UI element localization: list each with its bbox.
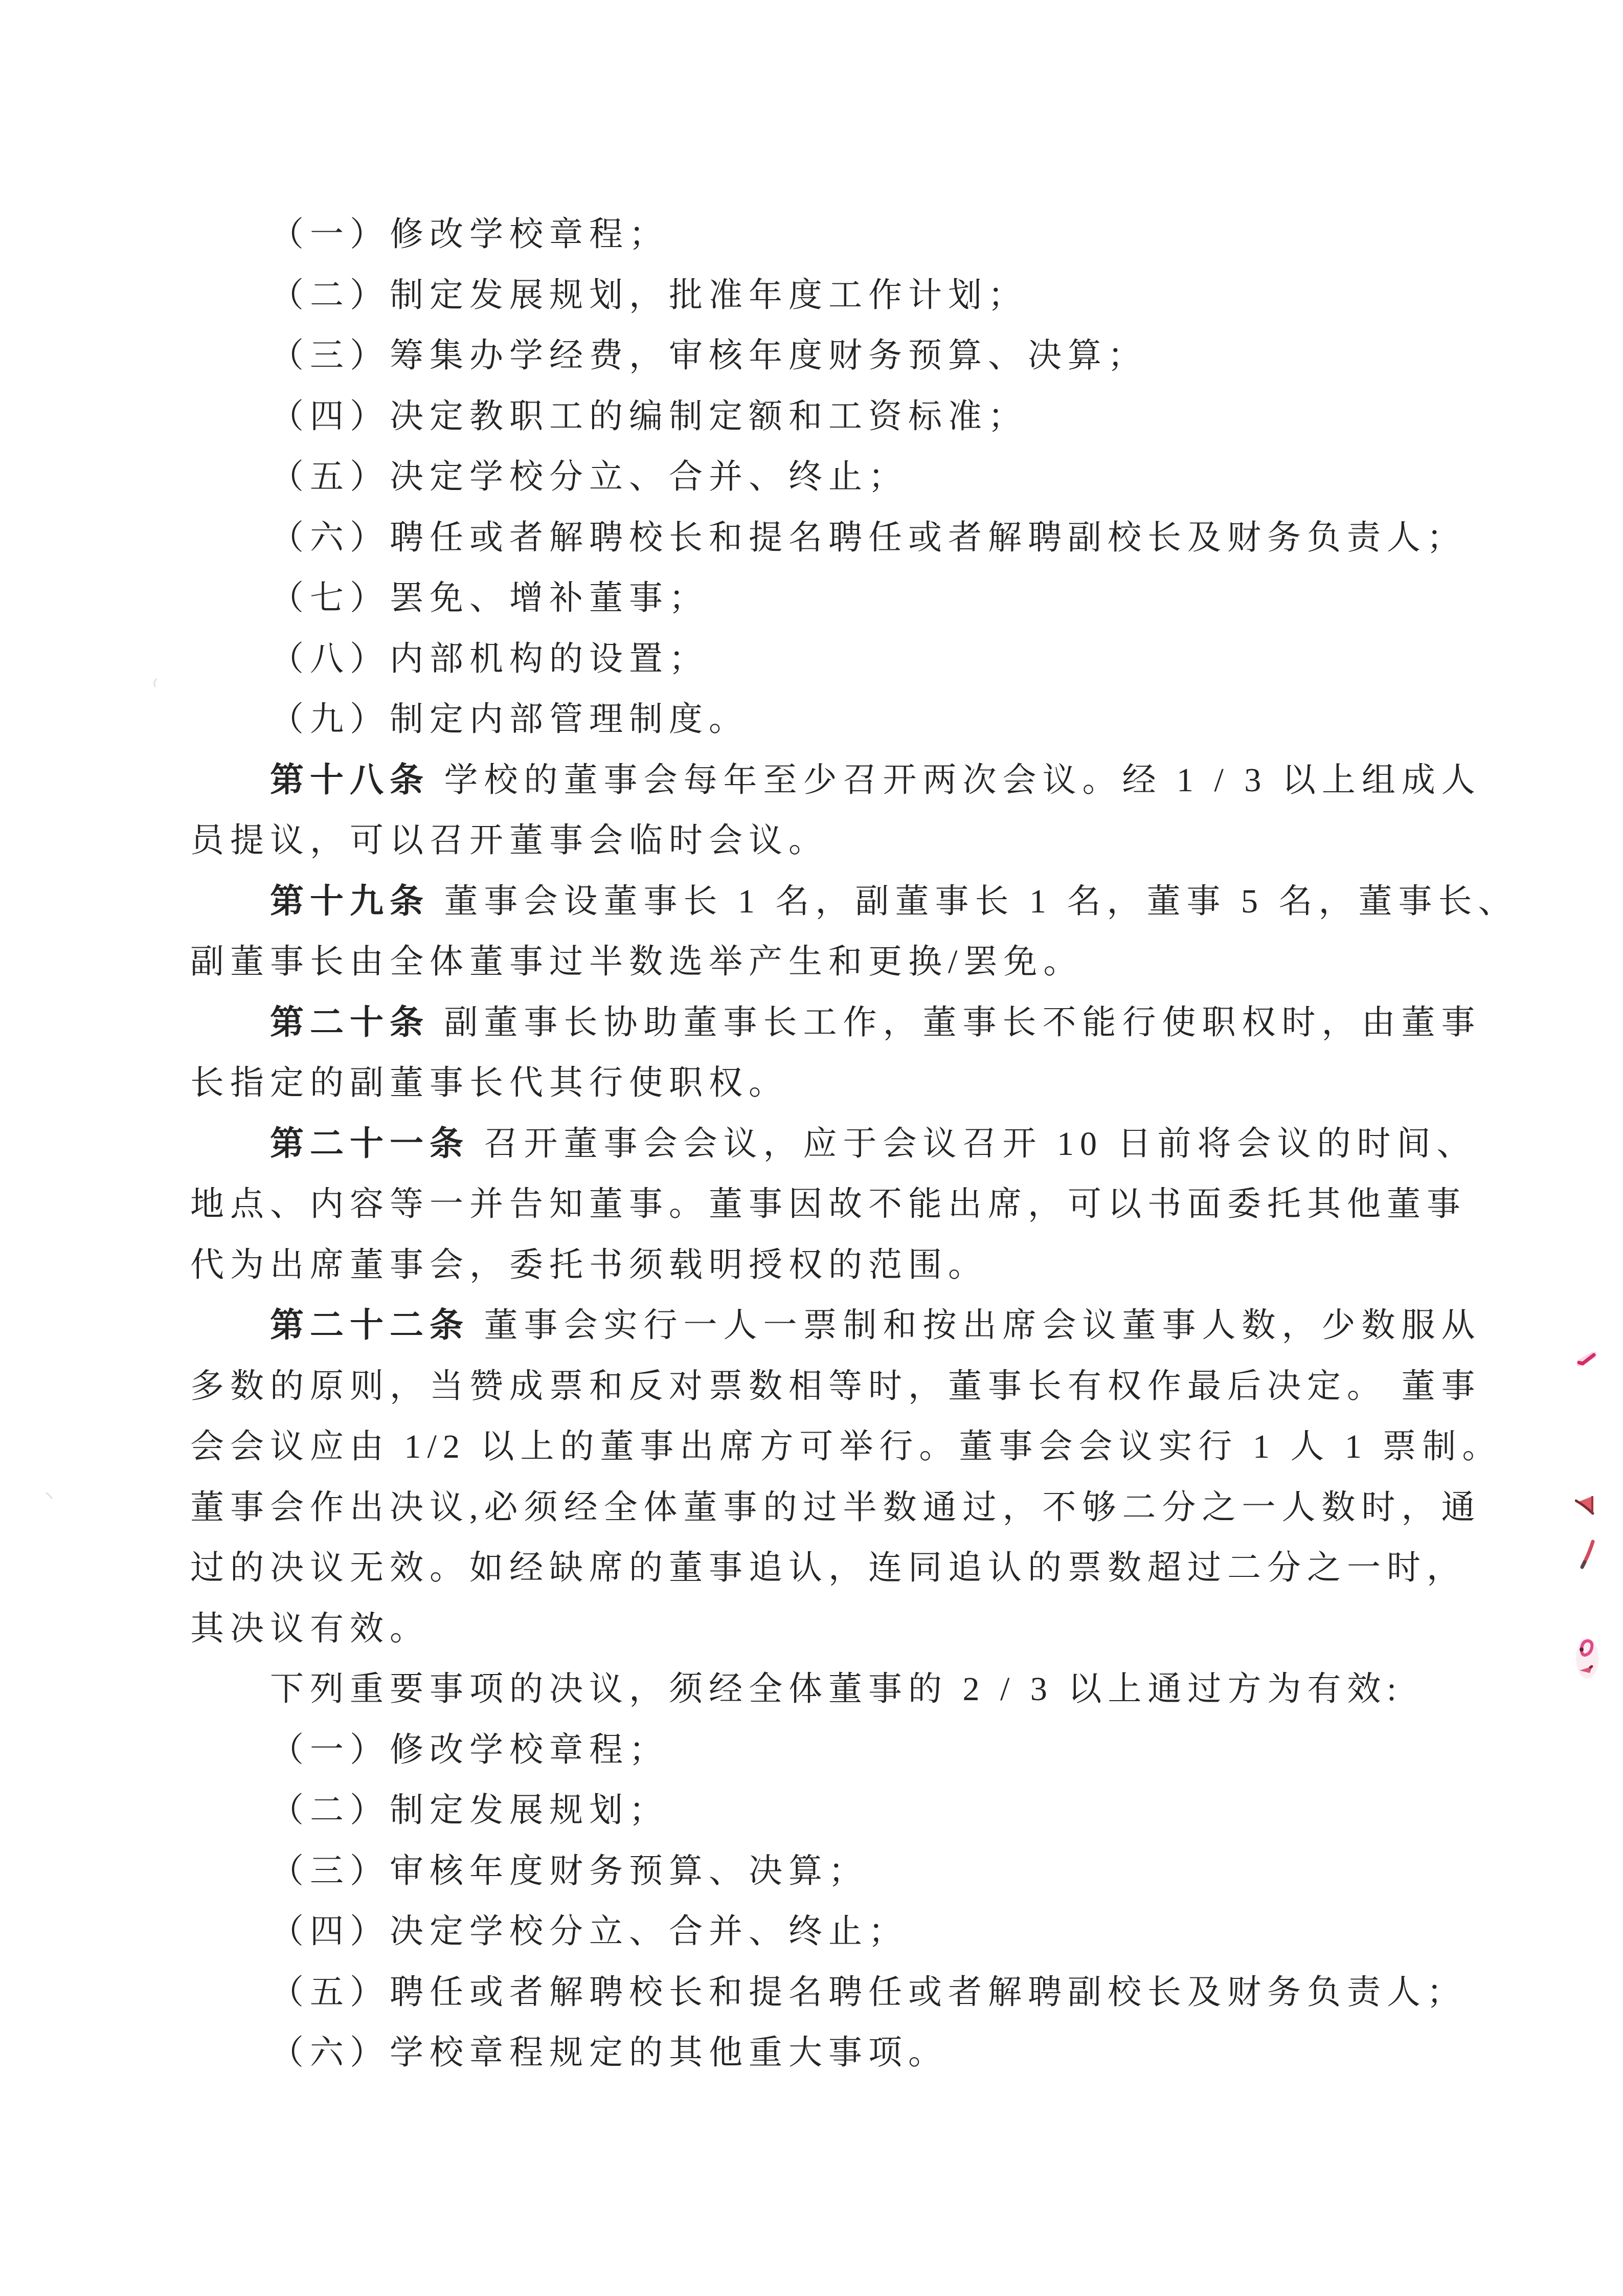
text-line: [190, 1720, 1540, 1781]
red-ink-curl-mark: [1575, 1637, 1599, 1680]
line-text: 下列重要事项的决议，须经全体董事的 2 / 3 以上通过方为有效:: [270, 1670, 1403, 1708]
line-text: （六）学校章程规定的其他重大事项。: [270, 2034, 948, 2071]
red-ink-triangle-mark: [1575, 1495, 1596, 1520]
text-line: [190, 1235, 1540, 1296]
text-line: [190, 2023, 1540, 2084]
article-number: 第十九条: [270, 882, 430, 920]
text-line: [190, 629, 1540, 690]
text-line: [190, 205, 1540, 265]
article-heading-line: [190, 993, 1540, 1054]
line-text: 多数的原则，当赞成票和反对票数相等时，董事长有权作最后决定。 董事: [190, 1367, 1481, 1405]
line-text: （七）罢免、增补董事；: [270, 579, 709, 617]
line-text: （五）决定学校分立、合并、终止；: [270, 458, 908, 496]
line-text: 过的决议无效。如经缺席的董事追认，连同追认的票数超过二分之一时，: [190, 1549, 1467, 1587]
line-text: 长指定的副董事长代其行使职权。: [190, 1064, 788, 1102]
line-text: 召开董事会会议，应于会议召开 10 日前将会议的时间、: [469, 1125, 1477, 1163]
text-line: [190, 689, 1540, 750]
article-heading-line: [190, 1296, 1540, 1356]
article-number: 第二十二条: [270, 1307, 469, 1344]
text-line: [190, 387, 1540, 448]
text-line: [190, 1599, 1540, 1660]
line-text: （二）制定发展规划；: [270, 1792, 669, 1829]
article-number: 第二十一条: [270, 1125, 469, 1163]
line-text: （五）聘任或者解聘校长和提名聘任或者解聘副校长及财务负责人；: [270, 1973, 1467, 2011]
text-line: [190, 1780, 1540, 1841]
text-line: [190, 447, 1540, 508]
text-line: [190, 932, 1540, 993]
line-text: （四）决定学校分立、合并、终止；: [270, 1913, 908, 1950]
line-text: 副董事长由全体董事过半数选举产生和更换/罢免。: [190, 943, 1084, 980]
line-text: （四）决定教职工的编制定额和工资标准；: [270, 397, 1028, 435]
line-text: 董事会实行一人一票制和按出席会议董事人数，少数服从: [469, 1307, 1481, 1344]
line-text: （一）修改学校章程；: [270, 216, 669, 253]
text-line: [190, 568, 1540, 629]
red-ink-tick-mark: [1577, 1352, 1596, 1366]
article-heading-line: [190, 1114, 1540, 1175]
line-text: （二）制定发展规划，批准年度工作计划；: [270, 276, 1028, 314]
line-text: （三）筹集办学经费，审核年度财务预算、决算；: [270, 337, 1147, 374]
text-line: [190, 1902, 1540, 1963]
text-line: [190, 1841, 1540, 1902]
text-line: [190, 1963, 1540, 2023]
line-text: （六）聘任或者解聘校长和提名聘任或者解聘副校长及财务负责人；: [270, 519, 1467, 556]
text-line: [190, 1538, 1540, 1599]
article-number: 第十八条: [270, 761, 430, 799]
red-ink-slash-mark: [1579, 1540, 1596, 1570]
article-number: 第二十条: [270, 1004, 430, 1041]
text-line: [190, 1053, 1540, 1114]
text-line: [190, 1417, 1540, 1478]
text-line: [190, 1356, 1540, 1417]
scan-speck: [151, 678, 159, 687]
text-line: [190, 508, 1540, 569]
line-text: 其决议有效。: [190, 1610, 430, 1647]
scan-speck: [45, 1491, 53, 1500]
text-line: [190, 811, 1540, 872]
line-text: 学校的董事会每年至少召开两次会议。经 1 / 3 以上组成人: [430, 761, 1481, 799]
document-body: [190, 205, 1540, 2084]
text-line: [190, 1478, 1540, 1539]
line-text: 地点、内容等一并告知董事。董事因故不能出席，可以书面委托其他董事: [190, 1186, 1467, 1223]
line-text: （八）内部机构的设置；: [270, 640, 709, 678]
line-text: 代为出席董事会，委托书须载明授权的范围。: [190, 1246, 988, 1284]
line-text: 副董事长协助董事长工作，董事长不能行使职权时，由董事: [430, 1004, 1481, 1041]
line-text: （三）审核年度财务预算、决算；: [270, 1852, 868, 1890]
text-line: [190, 1174, 1540, 1235]
line-text: 董事会设董事长 1 名，副董事长 1 名，董事 5 名，董事长、: [430, 882, 1518, 920]
article-heading-line: [190, 872, 1540, 932]
line-text: 董事会作出决议,必须经全体董事的过半数通过，不够二分之一人数时，通: [190, 1488, 1481, 1526]
article-heading-line: [190, 750, 1540, 811]
text-line: [190, 326, 1540, 387]
text-line: [190, 1659, 1540, 1720]
line-text: 员提议，可以召开董事会临时会议。: [190, 822, 828, 859]
text-line: [190, 265, 1540, 326]
line-text: （九）制定内部管理制度。: [270, 701, 749, 738]
line-text: （一）修改学校章程；: [270, 1731, 669, 1769]
line-text: 会会议应由 1/2 以上的董事出席方可举行。董事会会议实行 1 人 1 票制。: [190, 1428, 1502, 1465]
